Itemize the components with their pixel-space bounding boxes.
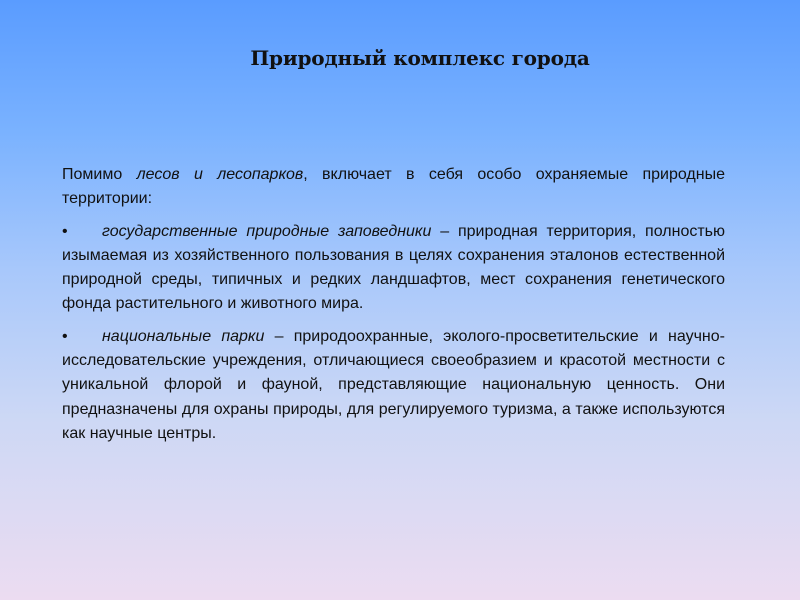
- bullet-icon: •: [62, 327, 68, 345]
- bullet-text-reserves: – природная территория, полностью изымаемая из хозяйственного пользования в целях сохранения эталонов естественной природной среды, типичных и редких ландшафтов, мест сохранения генетического фонда растительного и животного мира.: [62, 222, 726, 313]
- bullet-term-reserves: государственные природные заповедники: [102, 222, 432, 240]
- intro-italic: лесов и лесопарков: [136, 166, 304, 183]
- intro-suffix: , включает в себя особо охраняемые природные территории:: [62, 166, 725, 208]
- slide-title: Природный комплекс города: [250, 46, 590, 70]
- bullet-item-reserves: [62, 220, 725, 317]
- bullet-icon: •: [62, 222, 68, 240]
- bullet-text-parks: – природоохранные, эколого-просветительские и научно-исследовательские учреждения, отличающиеся своеобразием и красотой местности с уникальной флорой и фауной, представляющие национальную ценность. Они предназначены для охраны природы, для регулируемого туризма, а также используются как научные центры.: [62, 327, 725, 442]
- slide-body: [62, 163, 725, 454]
- bullet-item-parks: [62, 325, 725, 446]
- intro-paragraph: [62, 163, 725, 212]
- intro-prefix: Помимо: [62, 166, 137, 183]
- bullet-term-parks: национальные парки: [102, 327, 265, 345]
